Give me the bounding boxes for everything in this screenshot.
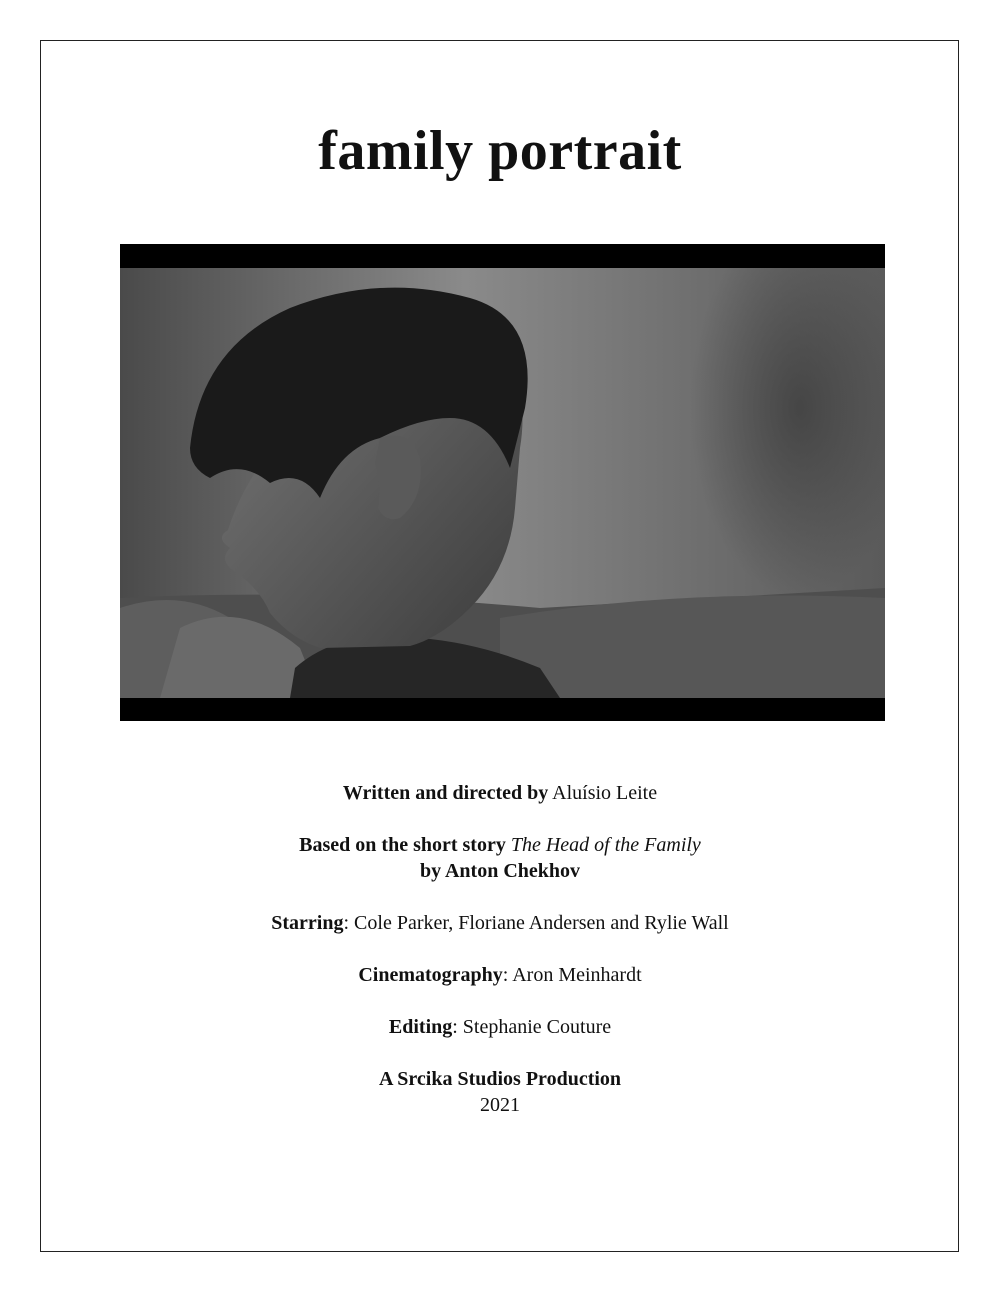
credit-based-author [0,858,1000,884]
credit-written-label: Written and directed by [342,782,549,804]
credit-editing-label: Editing [388,1016,453,1038]
credit-cinematography [0,962,1000,988]
credit-written-name: Aluísio Leite [548,782,658,804]
credit-cinematography-name: : Aron Meinhardt [502,964,642,986]
photo-still-icon [120,268,885,698]
credit-starring-names: : Cole Parker, Floriane Andersen and Rylie Wall [343,912,729,934]
credit-year: 2021 [480,1094,520,1116]
credit-based-story: The Head of the Family [510,834,701,856]
page-title: family portrait [318,120,682,182]
credit-written [0,780,1000,806]
credit-based-label: Based on the short story [299,834,506,856]
credits-block [0,780,1000,1118]
credit-production-text: A Srcika Studios Production [378,1068,622,1090]
credit-based-author-text: by Anton Chekhov [419,860,581,882]
credit-production [0,1066,1000,1092]
credit-starring-label: Starring [271,912,344,934]
film-still [120,244,885,721]
credit-starring [0,910,1000,936]
credit-based-on [0,832,1000,858]
credit-editing [0,1014,1000,1040]
credit-cinematography-label: Cinematography [358,964,503,986]
credit-editing-name: : Stephanie Couture [452,1016,612,1038]
